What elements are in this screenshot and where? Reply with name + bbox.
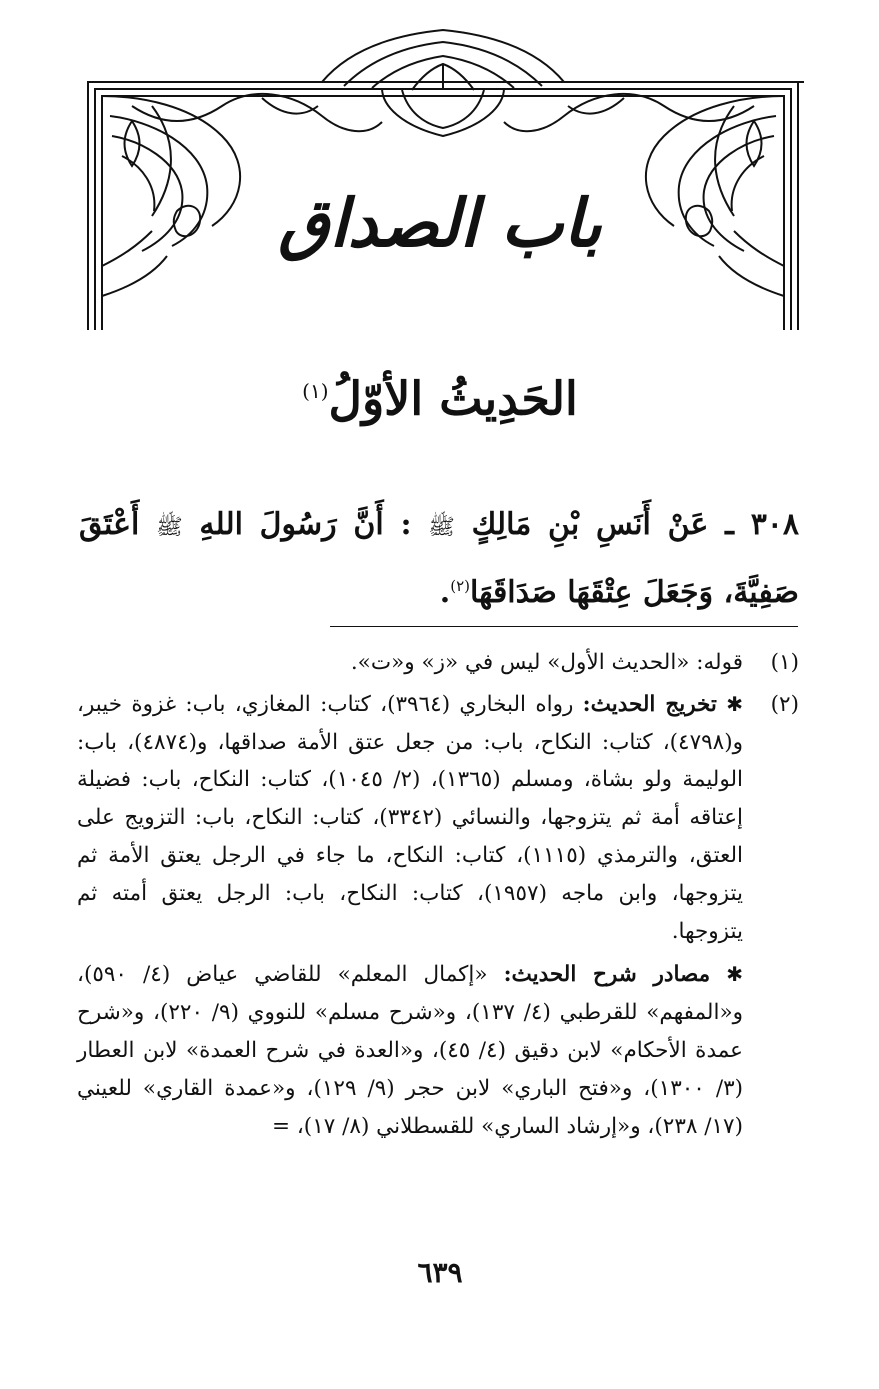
sources-text: «إكمال المعلم» للقاضي عياض (٤/ ٥٩٠)، و«المفهم» للقرطبي (٤/ ١٣٧)، و«شرح مسلم» للنووي (٩/ ٢٢٠)، و«شرح عمدة الأحكام» لابن دقيق (٤/ ٤٥)، و«العدة في شرح العمدة» لابن العطار (٣/ ١٣٠٠)، و«فتح الباري» لابن حجر (٩/ ١٢٩)، و«عمدة القاري» للعيني (١٧/ ٢٣٨)، و«إرشاد الساري» للقسطلاني (٨/ ١٧)، =: [77, 962, 744, 1139]
chapter-title: باب الصداق: [278, 184, 602, 262]
hadith-footnote-ref: (٢): [450, 577, 470, 595]
takhrij-paragraph: [77, 686, 743, 951]
footnote-number: (٢): [770, 691, 799, 717]
footnote-body: [77, 644, 743, 682]
hadith-text-part-3: أَعْتَقَ صَفِيَّةَ، وَجَعَلَ عِتْقَهَا صَدَاقَهَا: [79, 507, 799, 610]
heading-footnote-ref: (١): [302, 379, 329, 403]
hadith-heading-text: الحَدِيثُ الأوّلُ: [328, 371, 578, 426]
footnotes: [77, 644, 799, 1149]
hadith-end-mark: .: [439, 575, 451, 610]
hadith-narrator: ـ عَنْ أَنَسِ بْنِ مَالِكٍ: [471, 507, 734, 542]
footnote-2: [77, 686, 799, 1146]
footnote-number: (١): [770, 650, 799, 675]
sources-label: مصادر شرح الحديث:: [503, 962, 711, 988]
honorific-glyph-1: ﷺ: [428, 515, 455, 540]
takhrij-text: رواه البخاري (٣٩٦٤)، كتاب: المغازي، باب: غزوة خيبر، و(٤٧٩٨)، كتاب: النكاح، باب: من جعل عتق الأمة صداقها، و(٤٨٧٤)، باب: الوليمة ولو بشاة، ومسلم (١٣٦٥)، (٢/ ١٠٤٥)، كتاب: النكاح، باب: فضيلة إعتاقه أمة ثم يتزوجها، والنسائي (٣٣٤٢)، كتاب: النكاح، باب: التزويج على العتق، والترمذي (١١١٥)، كتاب: النكاح، ما جاء في الرجل يعتق الأمة ثم يتزوجها، وابن ماجه (١٩٥٧)، كتاب: النكاح، باب: الرجل يعتق أمته ثم يتزوجها.: [77, 691, 744, 944]
star-bullet-icon: ✱: [726, 962, 744, 987]
star-bullet-icon: ✱: [726, 691, 743, 716]
hadith-number: ٣٠٨: [750, 507, 800, 542]
footnote-text: قوله: «الحديث الأول» ليس في «ز» و«ت».: [350, 650, 743, 675]
honorific-glyph-2: ﷺ: [156, 515, 183, 540]
footnote-body: [77, 686, 743, 1146]
sources-paragraph: [77, 956, 743, 1145]
footnote-divider: [330, 626, 798, 627]
hadith-heading: [250, 356, 630, 433]
hadith-text: [79, 496, 799, 622]
page-number: ٦٣٩: [417, 1256, 463, 1289]
takhrij-label: تخريج الحديث:: [582, 691, 717, 717]
footnote-1: [77, 644, 799, 682]
hadith-text-part-2: : أَنَّ رَسُولَ اللهِ: [199, 507, 412, 542]
